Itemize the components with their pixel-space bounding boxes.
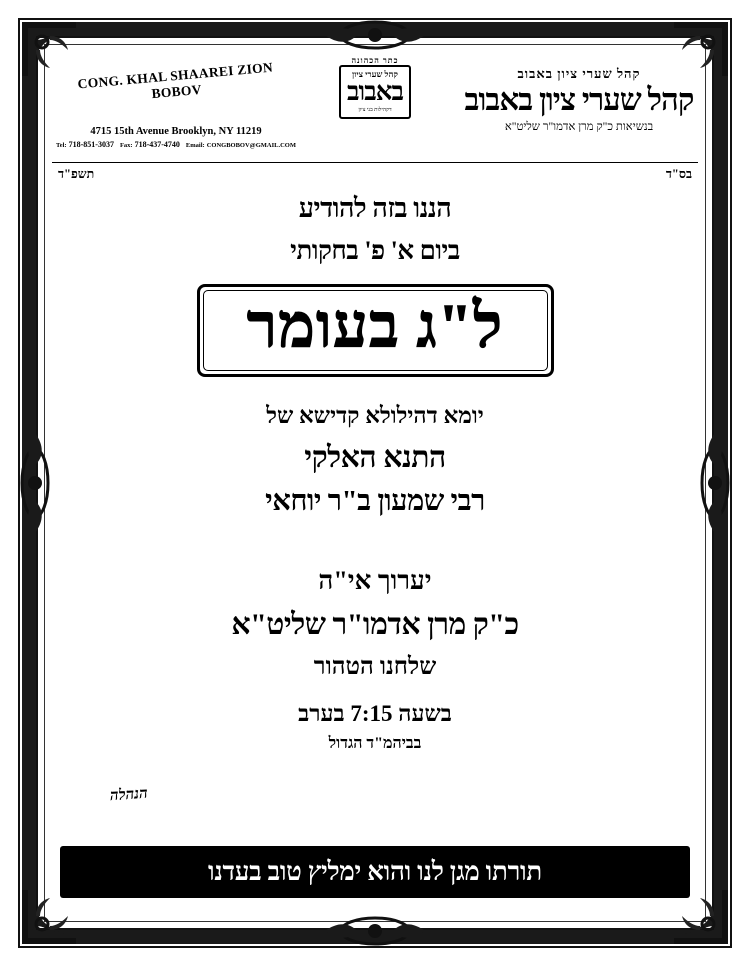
announcement-body: [52, 193, 698, 753]
logo-box: [339, 65, 411, 119]
signature-text: הנהלה: [109, 785, 149, 805]
announce-line: הננו בזה להודיע: [298, 193, 452, 223]
bsd-text: בס"ד: [665, 167, 692, 181]
day-line: ביום א' פ' בחקותי: [290, 236, 460, 265]
place-line: בביהמ"ד הגדול: [328, 735, 422, 753]
flyer-content: [52, 50, 698, 916]
email-label: Email:: [185, 142, 205, 149]
letterhead-hebrew-top: קהל שערי ציון באבוב: [517, 66, 641, 81]
logo-crown-text: כתר הכהונה: [351, 56, 399, 65]
time-line: [52, 701, 698, 727]
admor-line: כ"ק מרן אדמו"ר שליט"א: [231, 608, 519, 642]
title-frame: [197, 284, 554, 377]
fax-number: 718-437-4740: [134, 140, 180, 149]
tel-label: Tel:: [56, 142, 67, 149]
hebrew-year: תשפ"ד: [58, 167, 95, 181]
letterhead: [52, 50, 698, 163]
meta-row: [52, 167, 698, 187]
footer-banner: [60, 846, 690, 898]
event-title: ל"ג בעומר: [246, 293, 504, 361]
logo-main-text: באבוב: [347, 77, 403, 106]
tel-number: 718-851-3037: [68, 140, 114, 149]
logo-tiny-text: דקהילות בני ציון: [358, 107, 392, 113]
time-prefix: בשעה: [398, 701, 452, 727]
letterhead-english-name: CONG. KHAL SHAAREI ZION BOBOV: [77, 59, 274, 102]
letterhead-hebrew-sub: בנשיאות כ"ק מרן אדמו"ר שליט"א: [504, 120, 654, 133]
title-frame-inner: [203, 290, 548, 371]
shulchan-line: שלחנו הטהור: [313, 654, 437, 681]
tanna-line: התנא האלקי: [304, 441, 446, 475]
yoma-line: יומא דהילולא קדישא של: [266, 403, 484, 429]
letterhead-contact-line: [56, 140, 296, 149]
yaaroch-line: יערוך אי"ה: [318, 566, 432, 596]
time-suffix: בערב: [298, 701, 345, 727]
rashbi-line: רבי שמעון ב"ר יוחאי: [265, 485, 485, 518]
footer-banner-text: תורתו מגן לנו והוא ימליץ טוב בעדנו: [208, 857, 542, 886]
letterhead-logo: [280, 56, 470, 119]
letterhead-address: 4715 15th Avenue Brooklyn, NY 11219: [90, 126, 262, 137]
letterhead-hebrew-main: קהל שערי ציון באבוב: [464, 82, 694, 117]
event-time: 7:15: [350, 701, 393, 727]
email-address: CONGBOBOV@GMAIL.COM: [206, 142, 296, 149]
letterhead-english-block: [56, 59, 296, 149]
letterhead-hebrew-block: [464, 66, 694, 133]
fax-label: Fax:: [119, 142, 133, 149]
logo-sub-text: קהל שערי ציון: [352, 69, 398, 79]
